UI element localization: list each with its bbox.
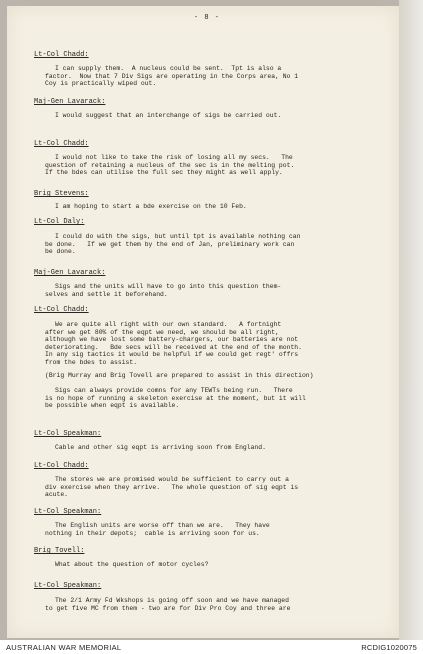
statement-line: I would not like to take the risk of losing all my secs. The [55, 154, 293, 161]
statement-line: Coy is practically wiped out. [45, 80, 157, 88]
speaker-name: Lt-Col Speakman: [34, 430, 102, 438]
statement-line: I could do with the sigs, but until tpt is available nothing can [55, 233, 301, 240]
page-number: - 8 - [193, 14, 220, 22]
statement-line: acute. [45, 491, 69, 499]
statement-line: The stores we are promised would be sufficient to carry out a [55, 476, 289, 483]
statement-line: What about the question of motor cycles? [55, 561, 209, 568]
document-page [7, 6, 399, 638]
statement-line: question of retaining a nucleus of the sec is in the melting pot. [45, 161, 295, 169]
statement-line: factor. Now that 7 Div Sigs are operating in the Corps area, No 1 [45, 72, 299, 80]
archive-footer [0, 640, 423, 654]
statement-line: from the bdes to assist. [45, 359, 138, 366]
statement-line: nothing in their depots; cable is arriving soon for us. [45, 529, 260, 537]
statement-line: although we have lost some battery-chargers, our batteries are not [45, 336, 299, 344]
statement-line: be done. If we get them by the end of Jan, preliminary work can [45, 240, 295, 248]
statement-line: selves and settle it beforehand. [45, 290, 168, 298]
statement-line: The 2/1 Army Fd Wkshops is going off soon and we have managed [55, 597, 289, 604]
statement-line: (Brig Murray and Brig Tovell are prepared to assist in this direction) [45, 372, 314, 379]
statement-line: If the bdes can utilise the full sec they might as well apply. [45, 169, 283, 177]
speaker-name: Lt-Col Daly: [34, 218, 85, 226]
statement-line: be done. [45, 248, 76, 256]
footer-reference: RCDIG1020075 [361, 643, 417, 652]
statement-line: In any sig tactics it would be helpful if we could get regt' offrs [45, 351, 299, 359]
speaker-name: Lt-Col Speakman: [34, 508, 102, 516]
statement-line: is no hope of running a skeleton exercise at the moment, but it will [45, 394, 306, 402]
statement-line: Cable and other sig eqpt is arriving soon from England. [55, 444, 266, 451]
statement-line: The English units are worse off than we are. They have [55, 522, 270, 529]
speaker-name: Lt-Col Chadd: [34, 306, 89, 314]
statement-line: be possible when eqpt is available. [45, 402, 180, 410]
statement-line: I would suggest that an interchange of sigs be carried out. [55, 112, 282, 119]
speaker-name: Lt-Col Chadd: [34, 462, 89, 470]
statement-line: Sigs and the units will have to go into this question them- [55, 283, 282, 290]
statement-line: div exercise when they arrive. The whole question of sig eqpt is [45, 483, 299, 491]
statement-line: Sigs can always provide comns for any TEWTs being run. There [55, 387, 293, 394]
statement-line: I can supply them. A nucleus could be sent. Tpt is also a [55, 65, 282, 72]
speaker-name: Brig Stevens: [34, 190, 89, 198]
scan-edge [399, 0, 423, 640]
statement-line: deteriorating. Bde secs will be received at the end of the month. [45, 343, 302, 351]
speaker-name: Maj-Gen Lavarack: [34, 269, 106, 277]
statement-line: I am hoping to start a bde exercise on the 10 Feb. [55, 203, 247, 210]
speaker-name: Maj-Gen Lavarack: [34, 98, 106, 106]
statement-line: We are quite all right with our own standard. A fortnight [55, 321, 282, 328]
speaker-name: Lt-Col Chadd: [34, 51, 89, 59]
speaker-name: Brig Tovell: [34, 547, 85, 555]
statement-line: to get five MC from them - two are for Div Pro Coy and three are [45, 604, 291, 612]
footer-institution: AUSTRALIAN WAR MEMORIAL [6, 643, 122, 652]
speaker-name: Lt-Col Speakman: [34, 582, 102, 590]
speaker-name: Lt-Col Chadd: [34, 140, 89, 148]
statement-line: after we get 80% of the eqpt we need, we should be all right, [45, 328, 279, 336]
